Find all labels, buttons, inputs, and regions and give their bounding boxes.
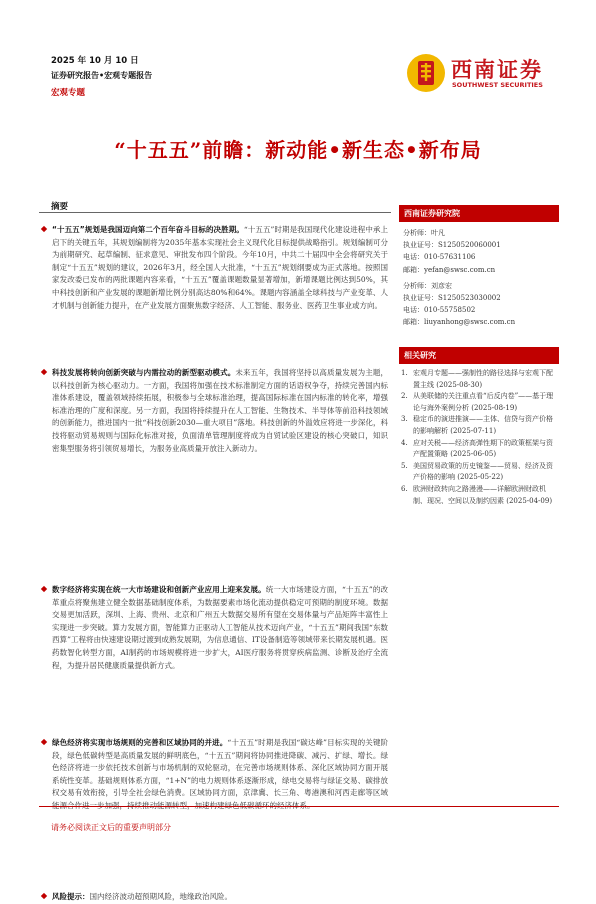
related-research-item[interactable] [401,368,559,391]
abstract-paragraph [40,584,388,672]
related-research-heading: 相关研究 [399,347,559,364]
abstract-paragraph [40,737,388,813]
item-text: 从美联储的关注重点看“后反内卷”——基于理论与海外案例分析 (2025-08-19) [413,392,554,412]
item-number: 6. [401,484,408,493]
paragraph-text: 统一大市场建设方面，“十五五”的改革重点将聚焦建立健全数据基础制度体系，为数据要素市场化流动提供稳定可预期的制度环境。数据交易更加活跃，深圳、上海、贵州、北京和广州五大数据交易所有望在交易体量与产品矩阵丰富性上实现进一步突破。算力发展方面，智能算力正驱动人工智能从技术迈向产业，“十五五”期间我国“东数西算”工程将由快速建设期过渡到成熟发展期，为信息通信、IT设备制造等领域带来长期发展机遇。医药数智化转型方面，AI制药的市场规模将进一步扩大，AI医疗服务将贯穿疾病监测、诊断及治疗全流程，为提升居民健康质量提供新方式。 [52,585,389,670]
abstract-heading: 摘要 [51,202,69,212]
analyst-block [399,222,559,329]
report-topic: 宏观专题 [51,88,86,98]
abstract-divider [39,212,391,213]
diamond-bullet-icon [41,586,47,592]
analyst-name: 分析师：叶凡 [403,229,445,237]
item-number: 3. [401,415,408,424]
related-research-item[interactable] [401,461,559,484]
analyst-license: 执业证号：S1250523030002 [403,294,501,303]
report-type: 证券研究报告•宏观专题报告 [51,70,153,80]
diamond-bullet-icon [41,739,47,745]
related-research-item[interactable] [401,484,559,507]
related-research-item[interactable] [401,391,559,414]
analyst-email[interactable]: 邮箱：liuyanhong@swsc.com.cn [403,318,516,327]
paragraph-lead: 科技发展将转向创新突破与内需拉动的新型驱动模式。 [52,368,236,377]
analyst-email[interactable]: 邮箱：yefan@swsc.com.cn [403,265,496,274]
item-number: 2. [401,392,408,401]
item-text: 欧洲财政转向之路漫漫——详解欧洲财政机制、现况、空间以及制约因素 (2025-04-09) [413,484,553,505]
diamond-bullet-icon [41,226,47,232]
diamond-bullet-icon [41,369,47,375]
paragraph-text: “十五五”时期是我国现代化建设进程中承上启下的关键五年，其规划编制将为2035年基本实现社会主义现代化目标提供战略指引。规划编制可分为前期研究、起草编制、征求意见、审批发布四个阶段。今年10月，中共二十届四中全会将研究关于制定“十五五”规划的建议，2026年3月，经全国人大批准，“十五五”规划纲要成为正式落地。按照国家发改委已发布的两批课题内容来看，“十五五”覆盖课题数量显著增加，新增课题比例达到50%，其中科技创新和产业发展的课题新增比例分别高达80%和64%。课题内容涵盖全球科技与产业变革、人才机制与创新能力提升，在产业发展方面聚焦数字经济、人工智能、服务业、医药卫生事业或方向。 [52,225,389,310]
logo-mark-icon [405,52,447,94]
logo-chinese-name: 西南证券 [451,57,543,82]
report-date: 2025 年 10 月 10 日 [51,56,139,66]
abstract-paragraph [40,224,388,312]
footer-divider [39,806,559,807]
analyst-phone: 电话：010-55758502 [403,306,476,315]
item-number: 1. [401,369,408,377]
related-research-item[interactable] [401,414,559,437]
related-research-list [399,364,559,507]
logo-english-name: SOUTHWEST SECURITIES [452,81,543,89]
institute-panel [399,205,559,329]
footer-disclaimer: 请务必阅读正文后的重要声明部分 [51,823,171,832]
item-text: 应对关税——经济高弹性期下的政策框架与资产配置策略 (2025-06-05) [413,438,553,459]
risk-warning [40,891,388,904]
paragraph-text: “十五五”时期是我国“碳达峰”目标实现的关键阶段，绿色低碳转型是高质量发展的鲜明底色，“十五五”期间将协同推进降碳、减污、扩绿、增长。绿色经济将进一步依托技术创新与市场机制的双轮驱动，在完善市场规则体系、深化区域协同方面开展系统性变革。基础规则体系方面，“1+N”的电力规则体系逐渐形成，绿电交易将与绿证交易、碳排放权交易有效衔接，引导全社会绿色消费。区域协同方面，京津冀、长三角、粤港澳和河西走廊等区域 [52,738,388,798]
paragraph-lead: 数字经济将实现在统一大市场建设和创新产业应用上迎来发展。 [52,585,266,594]
analyst-name: 分析师：刘彦宏 [403,281,452,290]
paragraph-lead: 绿色经济将实现市场规则的完善和区域协同的并进。 [52,738,228,747]
diamond-bullet-icon [41,893,47,899]
related-research-item[interactable] [401,438,559,461]
abstract-paragraph [40,367,388,455]
item-text: 稳定币的演进推演——主体、信贷与资产价格的影响解析 (2025-07-11) [413,415,553,435]
analyst-phone: 电话：010-57631106 [403,253,476,262]
item-number: 4. [401,438,408,447]
related-research-panel [399,347,559,507]
paragraph-text: 未来五年，我国将坚持以高质量发展为主题，以科技创新为核心驱动力。一方面，我国将加强在技术标准制定方面的话语权争夺，持续完善国内标准体系建设，覆盖领域持续拓展，积极参与全球标准治理，提高国际标准在国内标准的转化率，增强标准治理的广度和深度。另一方面，我国将持续提升在人工智能、生物技术、半导体等前沿科技领域的创新能力，推进国内一批“科技创新2030—重大项目”落地。科技创新的外溢效应将进一步深化，科技将驱动贸易规则与国际化标准对接，负面清单管理制度将成为自贸试验区建设的核心突破口，知识密集型服务将引领贸易增长，为服务业高质量开放注入新动力。 [52,368,389,453]
company-logo [405,52,555,96]
institute-heading: 西南证券研究院 [399,205,559,222]
paragraph-lead: 风险提示： [52,892,90,901]
report-title: “十五五”前瞻：新动能•新生态•新布局 [114,138,482,162]
paragraph-lead: “十五五”规划是我国迈向第二个百年奋斗目标的决胜期。 [52,225,244,234]
item-text: 宏观月专题——强制性的路径选择与宏观下配置主线 (2025-08-30) [413,369,553,389]
paragraph-text: 国内经济波动超预期风险，地缘政治风险。 [89,892,232,901]
analyst-license: 执业证号：S1250520060001 [403,241,501,250]
item-text: 美国贸易政策的历史镜鉴——贸易、经济及资产价格的影响 (2025-05-22) [413,461,553,482]
item-number: 5. [401,461,408,470]
